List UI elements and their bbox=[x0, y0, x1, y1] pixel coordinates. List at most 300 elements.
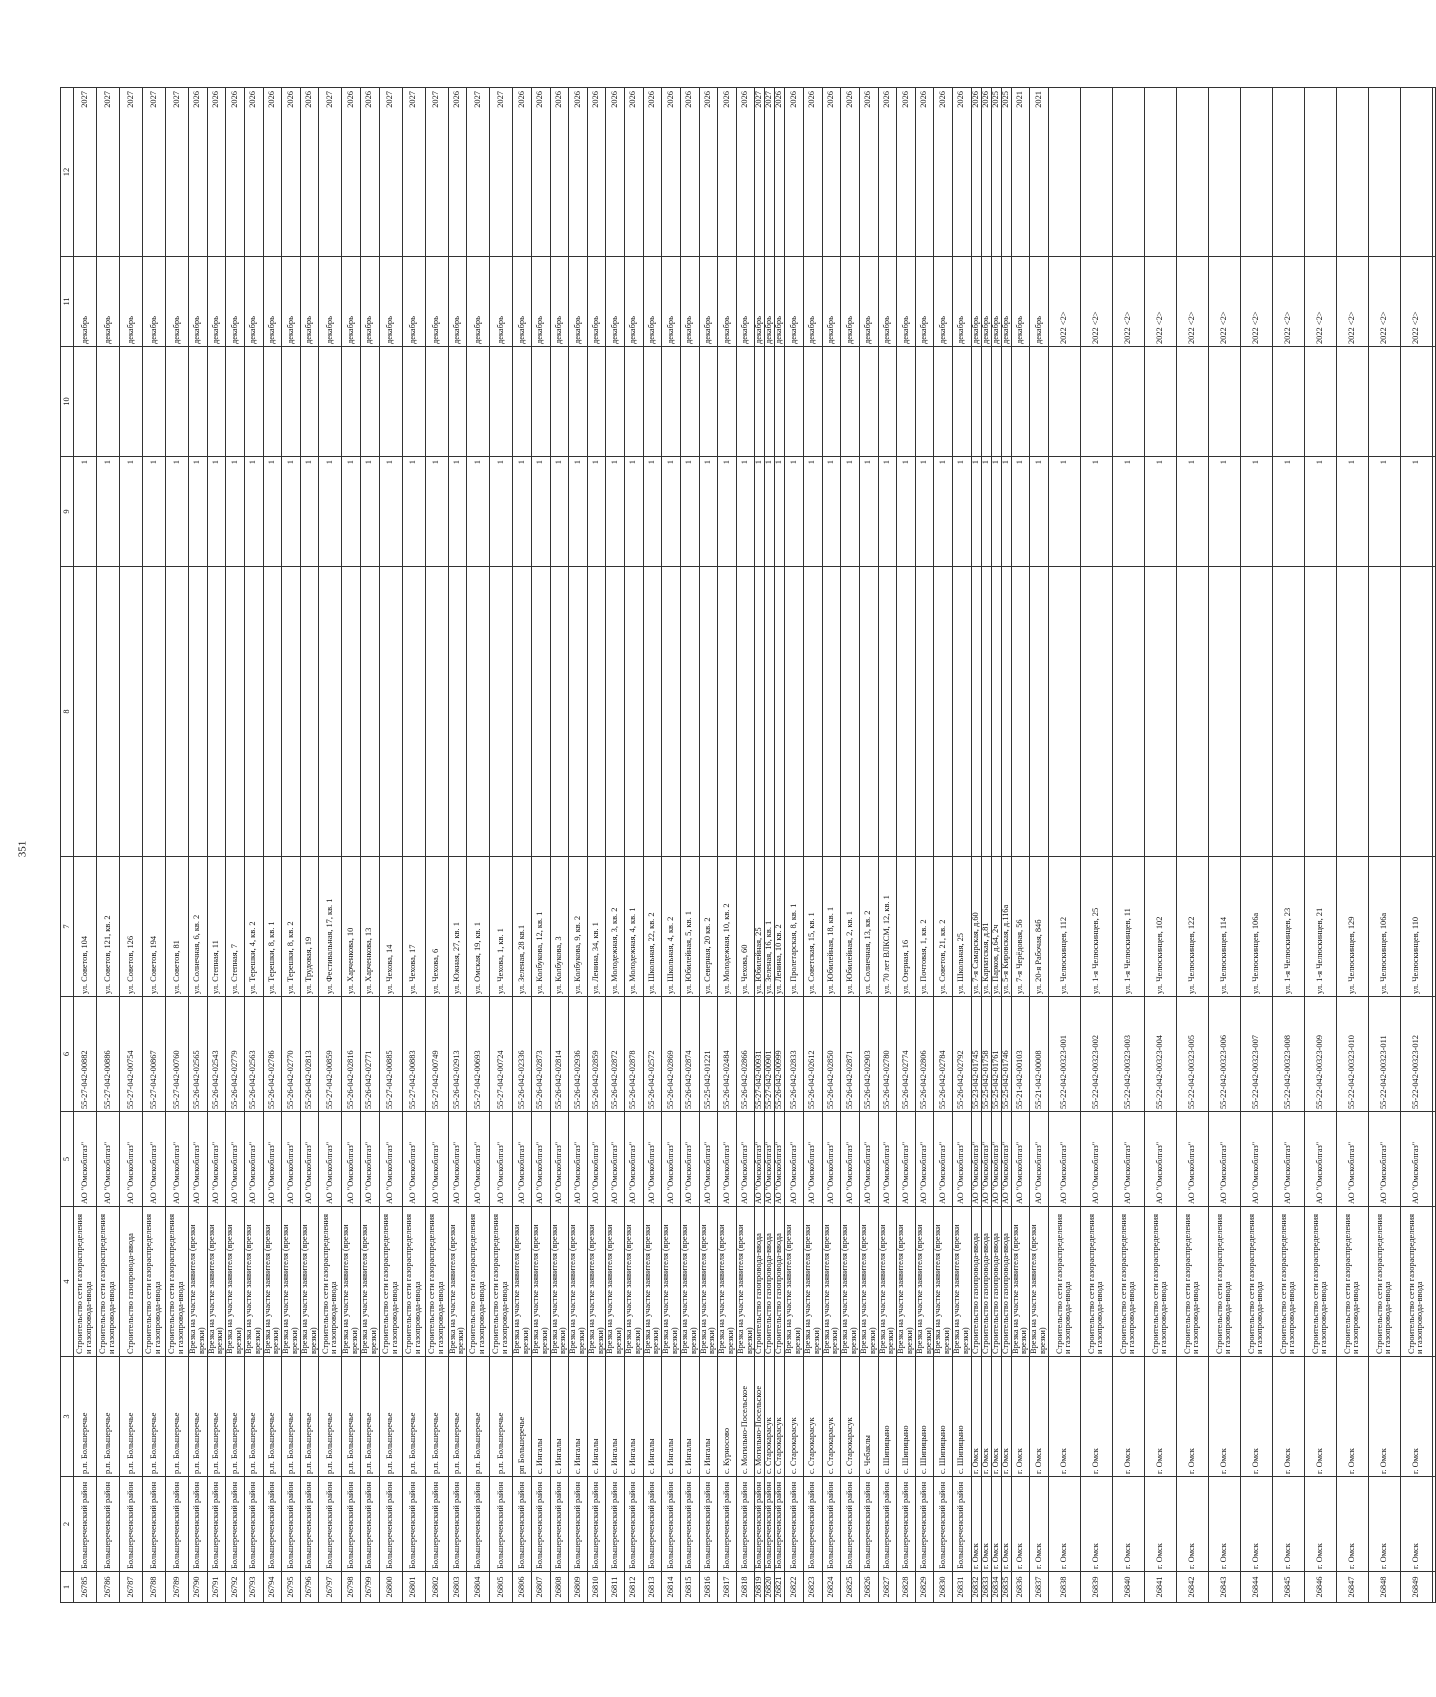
table-cell: 55-25-042-01221 bbox=[699, 997, 718, 1112]
table-cell: р.п. Большеречье bbox=[226, 1357, 245, 1477]
table-cell: ул. 1-я Челюскинцев, 25 bbox=[1080, 857, 1112, 997]
table-cell: Врезка на участке заявителя (врезки врезки) bbox=[878, 1207, 897, 1357]
table-cell: р.п. Большеречье bbox=[263, 1357, 282, 1477]
table-cell: р.п. Большеречье bbox=[74, 1357, 97, 1477]
table-row bbox=[425, 88, 448, 1603]
table-cell: 26849 bbox=[1400, 1572, 1432, 1603]
table-cell: 26823 bbox=[804, 1572, 823, 1603]
table-row bbox=[1001, 88, 1011, 1603]
table-cell: 2021 bbox=[1030, 88, 1049, 257]
table-cell: Большереченский район bbox=[587, 1477, 606, 1572]
table-cell: 26807 bbox=[531, 1572, 550, 1603]
table-cell bbox=[897, 347, 916, 457]
table-cell bbox=[1336, 347, 1368, 457]
table-cell: 26800 bbox=[379, 1572, 402, 1603]
table-cell: 1 bbox=[282, 457, 301, 567]
table-cell bbox=[1001, 567, 1011, 857]
table-cell: 1 bbox=[1011, 457, 1030, 567]
table-cell: 55-26-042-02859 bbox=[587, 997, 606, 1112]
table-cell: Большереченский район bbox=[319, 1477, 342, 1572]
table-cell bbox=[1048, 567, 1080, 857]
table-cell: Врезка на участке заявителя (врезки врезки) bbox=[785, 1207, 804, 1357]
table-row bbox=[490, 88, 513, 1603]
table-cell: 1 bbox=[662, 457, 681, 567]
table-cell: Строительство газопровода-ввода bbox=[775, 1207, 785, 1357]
table-cell: 55-22-042-00323-008 bbox=[1272, 997, 1304, 1112]
table-cell: 1 bbox=[166, 457, 189, 567]
table-cell: 55-26-042-02779 bbox=[226, 997, 245, 1112]
table-cell: р.п. Большеречье bbox=[244, 1357, 263, 1477]
table-cell: декабрь bbox=[207, 257, 226, 347]
table-cell bbox=[448, 347, 467, 457]
table-cell: р.п. Большеречье bbox=[189, 1357, 208, 1477]
table-cell bbox=[878, 347, 897, 457]
table-cell: 26788 bbox=[143, 1572, 166, 1603]
table-cell: 55-22-042-00323-002 bbox=[1080, 997, 1112, 1112]
table-cell bbox=[718, 347, 737, 457]
table-cell bbox=[1240, 347, 1272, 457]
table-cell: 2026 bbox=[718, 88, 737, 257]
table-cell: АО "Омскоблгаз" bbox=[606, 1112, 625, 1207]
table-cell bbox=[991, 347, 1001, 457]
table-cell: г. Омск bbox=[1144, 1357, 1176, 1477]
table-row bbox=[1048, 88, 1080, 1603]
table-cell: с. Ингалы bbox=[531, 1357, 550, 1477]
table-cell: декабрь bbox=[97, 257, 120, 347]
column-header: 11 bbox=[61, 257, 74, 347]
table-cell: 1 bbox=[699, 457, 718, 567]
table-cell: декабрь bbox=[878, 257, 897, 347]
table-cell: АО "Омскоблгаз" bbox=[765, 1112, 775, 1207]
table-cell: 26797 bbox=[319, 1572, 342, 1603]
table-cell: ул. 7-я Самарская, д.60 bbox=[971, 857, 981, 997]
table-cell: Большереченский район bbox=[643, 1477, 662, 1572]
table-cell: АО "Омскоблгаз" bbox=[971, 1112, 981, 1207]
table-cell: ул. 1-я Челюскинцев, 23 bbox=[1272, 857, 1304, 997]
table-cell: 26831 bbox=[953, 1572, 972, 1603]
table-cell: 26842 bbox=[1176, 1572, 1208, 1603]
table-cell: декабрь bbox=[822, 257, 841, 347]
table-cell: АО "Омскоблгаз" bbox=[755, 1112, 765, 1207]
table-cell: 26830 bbox=[934, 1572, 953, 1603]
table-cell: 26843 bbox=[1208, 1572, 1240, 1603]
table-cell: 2027 bbox=[755, 88, 765, 257]
table-cell bbox=[226, 567, 245, 857]
table-cell: 26833 bbox=[981, 1572, 991, 1603]
table-cell: 26814 bbox=[662, 1572, 681, 1603]
table-cell: 1 bbox=[1208, 457, 1240, 567]
table-cell bbox=[625, 347, 644, 457]
table-cell: 55-22-042-00323-011 bbox=[1368, 997, 1400, 1112]
table-cell: 1 bbox=[718, 457, 737, 567]
table-cell: 1 bbox=[785, 457, 804, 567]
table-cell: ул. Парков, д.64, 2ч bbox=[991, 857, 1001, 997]
table-cell bbox=[822, 347, 841, 457]
table-cell: Врезка на участке заявителя (врезки врезки) bbox=[244, 1207, 263, 1357]
table-cell: декабрь bbox=[490, 257, 513, 347]
table-cell: АО "Омскоблгаз" bbox=[1001, 1112, 1011, 1207]
table-cell: 1 bbox=[319, 457, 342, 567]
table-cell bbox=[804, 567, 823, 857]
table-cell: р.п. Большеречье bbox=[319, 1357, 342, 1477]
table-cell: 26810 bbox=[587, 1572, 606, 1603]
table-row bbox=[822, 88, 841, 1603]
table-cell: 26820 bbox=[765, 1572, 775, 1603]
table-cell: 1 bbox=[934, 457, 953, 567]
table-row bbox=[361, 88, 380, 1603]
table-cell: АО "Омскоблгаз" bbox=[915, 1112, 934, 1207]
table-cell: Большереченский район bbox=[662, 1477, 681, 1572]
table-row bbox=[402, 88, 425, 1603]
table-cell: Врезка на участке заявителя (врезки врезки) bbox=[822, 1207, 841, 1357]
table-cell: декабрь bbox=[859, 257, 878, 347]
table-cell: 1 bbox=[775, 457, 785, 567]
table-cell: с. Курносово bbox=[718, 1357, 737, 1477]
table-cell: АО "Омскоблгаз" bbox=[282, 1112, 301, 1207]
table-cell: декабрь bbox=[785, 257, 804, 347]
table-cell: Строительство газопровода-ввода bbox=[120, 1207, 143, 1357]
table-cell: декабрь bbox=[550, 257, 569, 347]
table-cell: р.п. Большеречье bbox=[490, 1357, 513, 1477]
table-cell: р.п. Большеречье bbox=[425, 1357, 448, 1477]
table-row bbox=[991, 88, 1001, 1603]
table-cell: 2027 bbox=[379, 88, 402, 257]
table-cell: с. Шипицыно bbox=[953, 1357, 972, 1477]
table-cell: 55-26-042-02873 bbox=[531, 997, 550, 1112]
table-row bbox=[1368, 88, 1400, 1603]
table-cell: Большереченский район bbox=[953, 1477, 972, 1572]
table-cell bbox=[643, 567, 662, 857]
table-cell: 1 bbox=[1336, 457, 1368, 567]
table-cell bbox=[97, 567, 120, 857]
table-cell bbox=[1432, 1477, 1435, 1572]
table-cell: Врезка на участке заявителя (врезки врезки) bbox=[953, 1207, 972, 1357]
table-cell bbox=[207, 567, 226, 857]
table-cell bbox=[1030, 567, 1049, 857]
table-cell: 55-22-042-00323-003 bbox=[1112, 997, 1144, 1112]
table-cell: 55-26-042-02806 bbox=[915, 997, 934, 1112]
table-cell bbox=[1336, 567, 1368, 857]
table-cell bbox=[1144, 567, 1176, 857]
table-cell: АО "Омскоблгаз" bbox=[74, 1112, 97, 1207]
table-cell: Большереченский район bbox=[244, 1477, 263, 1572]
table-cell: декабрь bbox=[513, 257, 532, 347]
table-cell: г. Омск bbox=[981, 1477, 991, 1572]
table-cell: декабрь bbox=[897, 257, 916, 347]
table-cell: Врезка на участке заявителя (врезки врезки) bbox=[680, 1207, 699, 1357]
table-cell bbox=[736, 567, 755, 857]
table-cell: Большереченский район bbox=[755, 1477, 765, 1572]
table-cell: ул. Юбилейная, 18, кв. 1 bbox=[822, 857, 841, 997]
table-cell: 2026 bbox=[643, 88, 662, 257]
table-cell bbox=[282, 567, 301, 857]
table-cell: 2027 bbox=[120, 88, 143, 257]
table-cell bbox=[1080, 347, 1112, 457]
table-cell: декабрь bbox=[765, 257, 775, 347]
table-row bbox=[531, 88, 550, 1603]
table-cell: 2022 <2> bbox=[1080, 257, 1112, 347]
table-cell bbox=[1304, 567, 1336, 857]
table-cell: 2025 bbox=[991, 88, 1001, 257]
table-row bbox=[765, 88, 775, 1603]
table-cell: 55-26-042-02565 bbox=[189, 997, 208, 1112]
table-cell: 26796 bbox=[300, 1572, 319, 1603]
table-cell bbox=[991, 567, 1001, 857]
table-cell: 55-22-042-00323-010 bbox=[1336, 997, 1368, 1112]
table-cell bbox=[1304, 347, 1336, 457]
table-cell: 55-22-042-00323-006 bbox=[1208, 997, 1240, 1112]
page-number bbox=[8, 0, 36, 1697]
table-cell: декабрь bbox=[915, 257, 934, 347]
table-cell bbox=[379, 347, 402, 457]
table-cell: ул. 7-я Черёдовая, 56 bbox=[1011, 857, 1030, 997]
table-cell: 55-26-042-02833 bbox=[785, 997, 804, 1112]
table-cell: АО "Омскоблгаз" bbox=[120, 1112, 143, 1207]
table-cell: Врезка на участке заявителя (врезки врезки) bbox=[1011, 1207, 1030, 1357]
table-cell: 1 bbox=[226, 457, 245, 567]
table-cell: г. Омск bbox=[1030, 1357, 1049, 1477]
table-cell: рп Большеречье bbox=[513, 1357, 532, 1477]
table-cell bbox=[765, 567, 775, 857]
table-row bbox=[718, 88, 737, 1603]
table-cell: 26839 bbox=[1080, 1572, 1112, 1603]
table-cell bbox=[859, 347, 878, 457]
table-cell: Большереченский район bbox=[207, 1477, 226, 1572]
table-row bbox=[971, 88, 981, 1603]
table-cell bbox=[1432, 857, 1435, 997]
table-cell: Строительство сети газораспределения и газопровода-ввода bbox=[1368, 1207, 1400, 1357]
table-cell: 55-26-042-00999 bbox=[775, 997, 785, 1112]
table-cell bbox=[1304, 88, 1336, 257]
table-cell: 26844 bbox=[1240, 1572, 1272, 1603]
table-cell: 2026 bbox=[822, 88, 841, 257]
table-cell: Врезка на участке заявителя (врезки врезки) bbox=[189, 1207, 208, 1357]
table-cell: 26802 bbox=[425, 1572, 448, 1603]
table-cell: АО "Омскоблгаз" bbox=[1176, 1112, 1208, 1207]
table-cell: декабрь bbox=[662, 257, 681, 347]
table-cell: г. Омск bbox=[1176, 1477, 1208, 1572]
table-cell: 2022 <2> bbox=[1112, 257, 1144, 347]
table-cell: р.п. Большеречье bbox=[300, 1357, 319, 1477]
table-cell: ул. Челюскинцев, 129 bbox=[1336, 857, 1368, 997]
table-cell: 2022 <2> bbox=[1144, 257, 1176, 347]
table-cell: 1 bbox=[1240, 457, 1272, 567]
table-cell: ул. Чехова, 14 bbox=[379, 857, 402, 997]
table-cell: Строительство сети газораспределения и газопровода-ввода bbox=[74, 1207, 97, 1357]
table-cell: г. Омск bbox=[1001, 1477, 1011, 1572]
table-cell: ул. Юбилейная, 25 bbox=[755, 857, 765, 997]
table-cell: 1 bbox=[531, 457, 550, 567]
table-cell: 55-26-042-02543 bbox=[207, 997, 226, 1112]
table-cell: 26813 bbox=[643, 1572, 662, 1603]
table-cell: Врезка на участке заявителя (врезки врезки) bbox=[207, 1207, 226, 1357]
table-cell: ул. Челюскинцев, 122 bbox=[1176, 857, 1208, 997]
table-row bbox=[934, 88, 953, 1603]
table-cell: декабрь bbox=[953, 257, 972, 347]
table-cell: ул. Терешки, 8, кв. 2 bbox=[282, 857, 301, 997]
table-cell: АО "Омскоблгаз" bbox=[1400, 1112, 1432, 1207]
table-cell bbox=[282, 347, 301, 457]
table-cell: Большереченский район bbox=[342, 1477, 361, 1572]
column-header: 10 bbox=[61, 347, 74, 457]
table-cell bbox=[1272, 88, 1304, 257]
table-row bbox=[699, 88, 718, 1603]
table-cell: 55-26-042-02866 bbox=[736, 997, 755, 1112]
table-cell: АО "Омскоблгаз" bbox=[319, 1112, 342, 1207]
table-cell: 1 bbox=[765, 457, 775, 567]
table-cell: декабрь bbox=[1011, 257, 1030, 347]
table-cell bbox=[166, 567, 189, 857]
table-cell: АО "Омскоблгаз" bbox=[361, 1112, 380, 1207]
table-cell: декабрь bbox=[643, 257, 662, 347]
table-cell: г. Омск bbox=[1400, 1477, 1432, 1572]
table-cell: 55-26-042-02874 bbox=[680, 997, 699, 1112]
column-header: 12 bbox=[61, 88, 74, 257]
table-cell: декабрь bbox=[282, 257, 301, 347]
column-header: 5 bbox=[61, 1112, 74, 1207]
table-cell: г. Омск bbox=[1208, 1477, 1240, 1572]
table-cell: 55-26-042-02784 bbox=[934, 997, 953, 1112]
table-cell: АО "Омскоблгаз" bbox=[1272, 1112, 1304, 1207]
table-cell: 55-27-042-00749 bbox=[425, 997, 448, 1112]
table-cell: Большереченский район bbox=[189, 1477, 208, 1572]
table-cell: г. Омск bbox=[1336, 1477, 1368, 1572]
table-cell: г. Омск bbox=[1080, 1357, 1112, 1477]
table-cell bbox=[953, 347, 972, 457]
table-cell: Строительство сети газораспределения и газопровода-ввода bbox=[467, 1207, 490, 1357]
table-cell: ул. Челюскинцев, 114 bbox=[1208, 857, 1240, 997]
table-cell: 1 bbox=[448, 457, 467, 567]
table-cell: г. Омск bbox=[1048, 1357, 1080, 1477]
table-cell: ул. Солнечная, 13, кв. 2 bbox=[859, 857, 878, 997]
table-cell bbox=[361, 567, 380, 857]
table-cell: ул. Советов, 126 bbox=[120, 857, 143, 997]
table-cell: 26798 bbox=[342, 1572, 361, 1603]
table-cell: 2022 <2> bbox=[1272, 257, 1304, 347]
table-cell: 2022 <2> bbox=[1176, 257, 1208, 347]
table-body bbox=[74, 88, 1436, 1603]
column-header: 4 bbox=[61, 1207, 74, 1357]
table-cell: ул. Молодежная, 4, кв. 1 bbox=[625, 857, 644, 997]
table-cell: 2026 bbox=[300, 88, 319, 257]
table-cell: Врезка на участке заявителя (врезки врезки) bbox=[282, 1207, 301, 1357]
table-cell: 2027 bbox=[319, 88, 342, 257]
table-cell: ул. Чехова, 6 bbox=[425, 857, 448, 997]
table-row bbox=[263, 88, 282, 1603]
table-cell: ул. Ленина, 10 кв. 2 bbox=[775, 857, 785, 997]
table-cell: с. Старокарасук bbox=[841, 1357, 860, 1477]
table-cell: АО "Омскоблгаз" bbox=[822, 1112, 841, 1207]
table-cell: с. Шипицыно bbox=[897, 1357, 916, 1477]
table-cell bbox=[785, 567, 804, 857]
table-cell bbox=[625, 567, 644, 857]
table-cell bbox=[804, 347, 823, 457]
table-cell: 2026 bbox=[342, 88, 361, 257]
table-cell: декабрь bbox=[569, 257, 588, 347]
table-cell: 1 bbox=[513, 457, 532, 567]
table-cell bbox=[1272, 347, 1304, 457]
table-cell: г. Омск bbox=[1304, 1357, 1336, 1477]
table-cell: 55-22-042-00323-005 bbox=[1176, 997, 1208, 1112]
table-cell: 55-26-042-02850 bbox=[822, 997, 841, 1112]
table-cell: АО "Омскоблгаз" bbox=[425, 1112, 448, 1207]
table-cell bbox=[569, 347, 588, 457]
table-cell bbox=[1048, 88, 1080, 257]
table-cell: декабрь bbox=[1030, 257, 1049, 347]
table-cell bbox=[1400, 347, 1432, 457]
table-cell: Большереченский район bbox=[718, 1477, 737, 1572]
table-cell: АО "Омскоблгаз" bbox=[953, 1112, 972, 1207]
table-cell: 1 bbox=[1048, 457, 1080, 567]
table-cell: 26836 bbox=[1011, 1572, 1030, 1603]
table-cell: АО "Омскоблгаз" bbox=[1112, 1112, 1144, 1207]
table-cell: АО "Омскоблгаз" bbox=[804, 1112, 823, 1207]
table-cell: АО "Омскоблгаз" bbox=[736, 1112, 755, 1207]
table-cell: 26793 bbox=[244, 1572, 263, 1603]
table-cell: АО "Омскоблгаз" bbox=[625, 1112, 644, 1207]
table-cell: Врезка на участке заявителя (врезки врезки) bbox=[361, 1207, 380, 1357]
table-cell bbox=[1144, 347, 1176, 457]
table-cell bbox=[1208, 88, 1240, 257]
table-cell: 26805 bbox=[490, 1572, 513, 1603]
table-cell: ул. Колбукова, 3 bbox=[550, 857, 569, 997]
table-row bbox=[785, 88, 804, 1603]
table-cell: 2026 bbox=[775, 88, 785, 257]
table-cell: 2026 bbox=[207, 88, 226, 257]
table-cell: с. Ингалы bbox=[569, 1357, 588, 1477]
table-row bbox=[587, 88, 606, 1603]
table-cell: 26811 bbox=[606, 1572, 625, 1603]
table-row bbox=[981, 88, 991, 1603]
table-cell bbox=[934, 567, 953, 857]
table-cell: Строительство сети газораспределения и газопровода-ввода bbox=[319, 1207, 342, 1357]
table-cell: Большереченский район bbox=[625, 1477, 644, 1572]
table-row bbox=[207, 88, 226, 1603]
table-cell: 55-21-042-00008 bbox=[1030, 997, 1049, 1112]
table-cell: 55-26-042-02786 bbox=[263, 997, 282, 1112]
table-cell: ул. Ленина, 34, кв. 1 bbox=[587, 857, 606, 997]
table-cell: 55-27-042-00754 bbox=[120, 997, 143, 1112]
gas-connection-table bbox=[60, 87, 1436, 1603]
table-cell: декабрь bbox=[625, 257, 644, 347]
table-row bbox=[804, 88, 823, 1603]
table-row bbox=[1400, 88, 1432, 1603]
table-cell bbox=[765, 347, 775, 457]
table-cell bbox=[300, 567, 319, 857]
table-cell bbox=[736, 347, 755, 457]
table-cell: Строительство газопровода-ввода bbox=[991, 1207, 1001, 1357]
table-cell: 55-26-042-02771 bbox=[361, 997, 380, 1112]
table-cell: с. Могильно-Посельское bbox=[755, 1357, 765, 1477]
table-cell: 2027 bbox=[74, 88, 97, 257]
table-cell: 2026 bbox=[971, 88, 981, 257]
table-cell: АО "Омскоблгаз" bbox=[189, 1112, 208, 1207]
table-cell: 2026 bbox=[226, 88, 245, 257]
table-cell bbox=[981, 567, 991, 857]
table-cell: с. Шипицыно bbox=[915, 1357, 934, 1477]
table-cell: декабрь bbox=[755, 257, 765, 347]
table-cell: Большереченский район bbox=[263, 1477, 282, 1572]
table-cell: 2026 bbox=[282, 88, 301, 257]
table-cell: Большереченский район bbox=[402, 1477, 425, 1572]
table-cell: 26803 bbox=[448, 1572, 467, 1603]
table-cell: Большереченский район bbox=[120, 1477, 143, 1572]
table-cell: 55-26-042-02563 bbox=[244, 997, 263, 1112]
table-cell bbox=[971, 347, 981, 457]
table-cell: г. Омск bbox=[991, 1357, 1001, 1477]
table-cell: 26848 bbox=[1368, 1572, 1400, 1603]
table-cell bbox=[1432, 347, 1435, 457]
